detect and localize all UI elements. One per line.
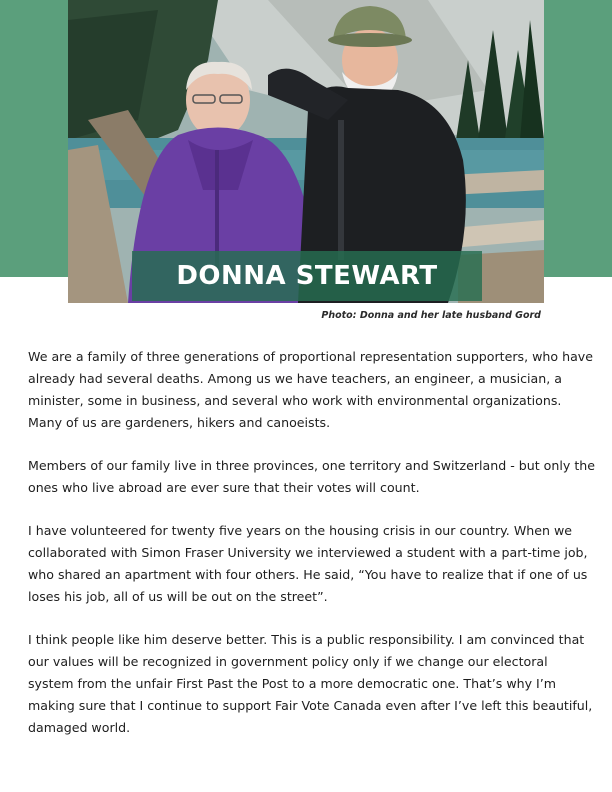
name-banner bbox=[132, 251, 482, 301]
photo-caption: Photo: Donna and her late husband Gord bbox=[321, 310, 541, 321]
story-body bbox=[28, 346, 596, 760]
story-paragraph: I think people like him deserve better. This is a public responsibility. I am convinced that our values will be recognized in government policy only if we change our electoral system from the unfair First Past the Post to a more democratic one. That’s why I’m making sure that I continue to support Fair Vote Canada even after I’ve left this beautiful, damaged world. bbox=[28, 632, 593, 735]
person-name: DONNA STEWART bbox=[176, 261, 438, 291]
story-paragraph: Members of our family live in three provinces, one territory and Switzerland - but only the ones who live abroad are ever sure that their votes will count. bbox=[28, 458, 595, 495]
story-paragraph: We are a family of three generations of proportional representation supporters, who have already had several deaths. Among us we have teachers, an engineer, a musician, a minister, some in business, and several who work with environmental organizations. Many of us are gardeners, hikers and canoeists. bbox=[28, 349, 594, 430]
story-paragraph: I have volunteered for twenty five years on the housing crisis in our country. When we collaborated with Simon Fraser University we interviewed a student with a part-time job, who shared an apartment with four others. He said, “You have to realize that if one of us loses his job, all of us will be out on the street”. bbox=[28, 523, 588, 604]
